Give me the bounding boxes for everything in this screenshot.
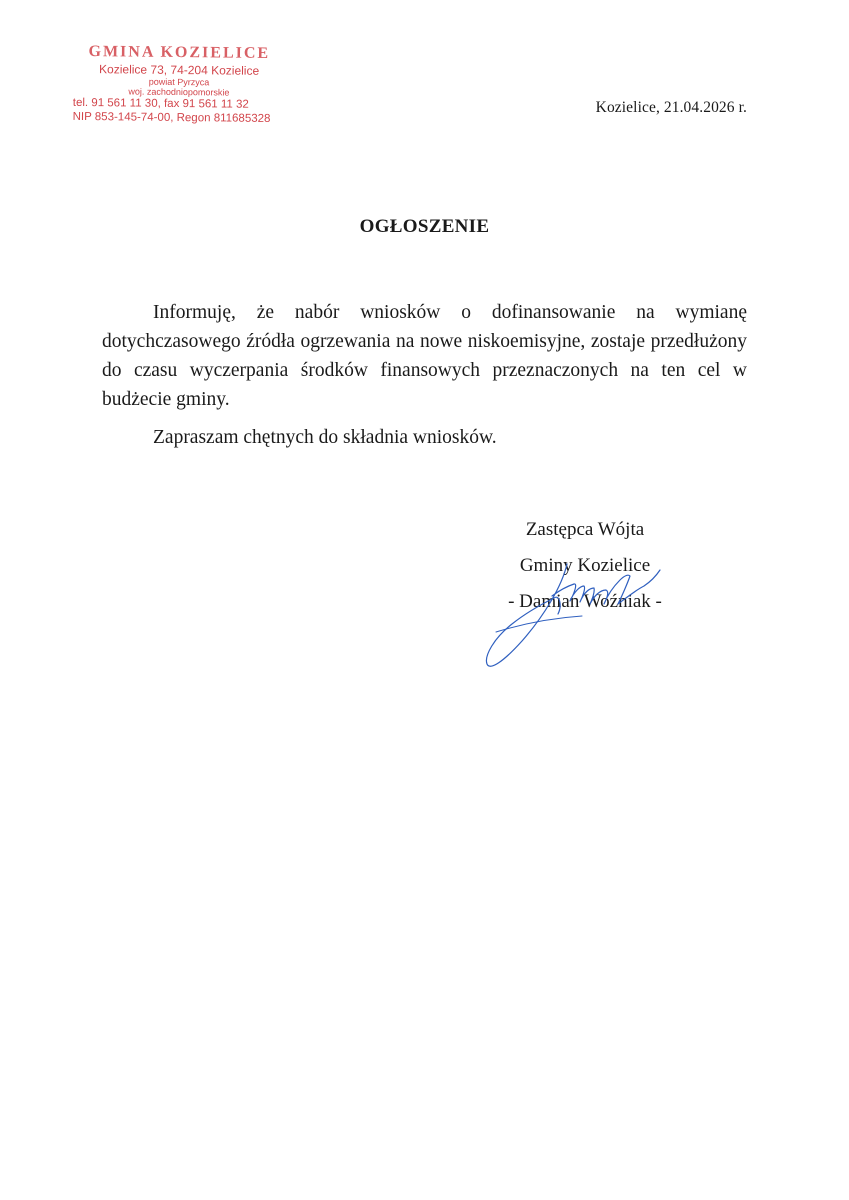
document-title: OGŁOSZENIE	[359, 216, 490, 237]
body-paragraph: Informuję, że nabór wniosków o dofinansowanie na wymianę dotychczasowego źródła ogrzewania na nowe niskoemisyjne, zostaje przedłużony do czasu wyczerpania środków finansowych przeznaczonych na ten cel w budżecie gminy.	[102, 302, 747, 410]
signer-name: - Damian Woźniak -	[508, 591, 662, 612]
stamp-voivodeship: woj. zachodniopomorskie	[128, 86, 230, 98]
stamp-ids: NIP 853-145-74-00, Regon 811685328	[72, 110, 271, 125]
document-body	[102, 298, 747, 452]
office-stamp	[64, 43, 295, 126]
document-date: Kozielice, 21.04.2026 r.	[595, 99, 747, 116]
body-paragraph: Zapraszam chętnych do składnia wniosków.	[153, 427, 497, 448]
signature-block	[480, 512, 690, 620]
signer-office: Gminy Kozielice	[519, 555, 651, 576]
stamp-district: powiat Pyrzyca	[148, 76, 210, 88]
stamp-phones: tel. 91 561 11 30, fax 91 561 11 32	[72, 96, 249, 111]
stamp-title: GMINA KOZIELICE	[88, 43, 271, 62]
stamp-address: Kozielice 73, 74-204 Kozielice	[99, 62, 260, 78]
signer-role: Zastępca Wójta	[525, 519, 645, 540]
